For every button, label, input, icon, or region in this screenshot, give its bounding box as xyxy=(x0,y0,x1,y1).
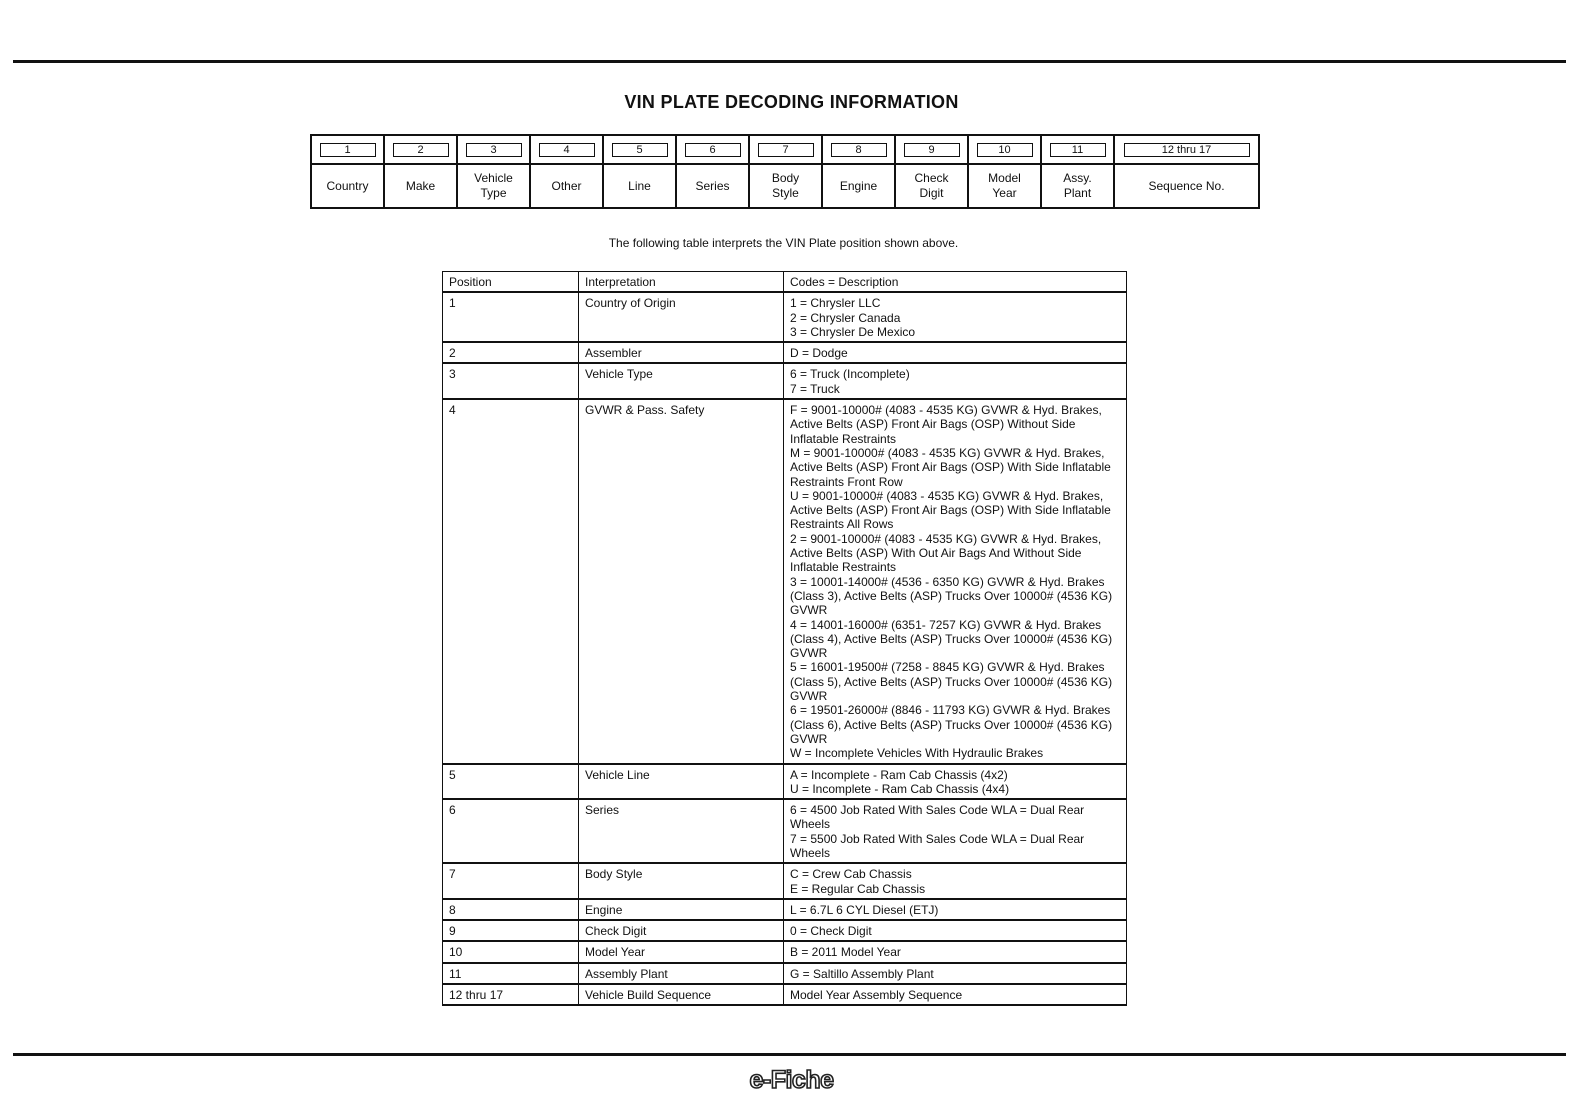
vin-position-label: Body Style xyxy=(749,164,822,208)
vin-position-number: 12 thru 17 xyxy=(1124,143,1250,157)
cell-codes: F = 9001-10000# (4083 - 4535 KG) GVWR & Hyd. Brakes, Active Belts (ASP) Front Air Bags (OSP) Without Side Inflatable Restraints M = 9001-10000# (4083 - 4535 KG) GVWR & Hyd. Brakes, Active Belts (ASP) Front Air Bags (OSP) With Side Inflatable Restraints Front Row U = 9001-10000# (4083 - 4535 KG) GVWR & Hyd. Brakes, Active Belts (ASP) Front Air Bags (OSP) With Side Inflatable Restraints All Rows 2 = 9001-10000# (4083 - 4535 KG) GVWR & Hyd. Brakes, Active Belts (ASP) With Out Air Bags And Without Side Inflatable Restraints 3 = 10001-14000# (4536 - 6350 KG) GVWR & Hyd. Brakes (Class 3), Active Belts (ASP) Trucks Over 10000# (4536 KG) GVWR 4 = 14001-16000# (6351- 7257 KG) GVWR & Hyd. Brakes (Class 4), Active Belts (ASP) Trucks Over 10000# (4536 KG) GVWR 5 = 16001-19500# (7258 - 8845 KG) GVWR & Hyd. Brakes (Class 5), Active Belts (ASP) Trucks Over 10000# (4536 KG) GVWR 6 = 19501-26000# (8846 - 11793 KG) GVWR & Hyd. Brakes (Class 6), Active Belts (ASP) Trucks Over 10000# (4536 KG) GVWR W = Incomplete Vehicles With Hydraulic Brakes xyxy=(784,399,1127,763)
vin-position-header xyxy=(310,134,1260,209)
vin-position-number-cell xyxy=(822,135,895,164)
vin-position-number: 6 xyxy=(685,143,741,157)
vin-position-number: 7 xyxy=(758,143,814,157)
vin-position-label: Other xyxy=(530,164,603,208)
top-rule xyxy=(13,60,1566,63)
table-row xyxy=(443,984,1127,1005)
vin-position-label: Country xyxy=(311,164,384,208)
vin-position-number-cell xyxy=(676,135,749,164)
cell-position: 12 thru 17 xyxy=(443,984,579,1005)
vin-position-label: Assy. Plant xyxy=(1041,164,1114,208)
cell-interpretation: Model Year xyxy=(579,941,784,962)
vin-position-number-cell xyxy=(895,135,968,164)
vin-position-number: 5 xyxy=(612,143,668,157)
vin-label-row xyxy=(311,164,1259,208)
cell-interpretation: Body Style xyxy=(579,863,784,899)
cell-interpretation: Check Digit xyxy=(579,920,784,941)
efiche-logo: e-Fiche xyxy=(749,1066,834,1094)
cell-codes: 0 = Check Digit xyxy=(784,920,1127,941)
cell-interpretation: Vehicle Type xyxy=(579,363,784,399)
vin-position-number-cell xyxy=(530,135,603,164)
cell-codes: C = Crew Cab Chassis E = Regular Cab Chassis xyxy=(784,863,1127,899)
vin-position-number-cell xyxy=(749,135,822,164)
cell-interpretation: Vehicle Build Sequence xyxy=(579,984,784,1005)
cell-position: 10 xyxy=(443,941,579,962)
vin-position-number-cell xyxy=(968,135,1041,164)
vin-number-row xyxy=(311,135,1259,164)
vin-position-number-cell xyxy=(1114,135,1259,164)
cell-interpretation: Assembler xyxy=(579,342,784,363)
vin-position-number-cell xyxy=(311,135,384,164)
cell-codes: D = Dodge xyxy=(784,342,1127,363)
vin-position-label: Make xyxy=(384,164,457,208)
cell-interpretation: Country of Origin xyxy=(579,292,784,342)
table-row xyxy=(443,863,1127,899)
vin-position-label: Series xyxy=(676,164,749,208)
cell-position: 9 xyxy=(443,920,579,941)
vin-position-number: 11 xyxy=(1050,143,1106,157)
cell-interpretation: Vehicle Line xyxy=(579,764,784,800)
table-row xyxy=(443,941,1127,962)
page-title: VIN PLATE DECODING INFORMATION xyxy=(624,92,959,112)
vin-position-number-cell xyxy=(384,135,457,164)
cell-position: 1 xyxy=(443,292,579,342)
cell-position: 11 xyxy=(443,963,579,984)
cell-position: 7 xyxy=(443,863,579,899)
table-row xyxy=(443,342,1127,363)
vin-position-number: 2 xyxy=(393,143,449,157)
vin-position-number: 4 xyxy=(539,143,595,157)
table-row xyxy=(443,764,1127,800)
cell-codes: G = Saltillo Assembly Plant xyxy=(784,963,1127,984)
cell-codes: L = 6.7L 6 CYL Diesel (ETJ) xyxy=(784,899,1127,920)
table-row xyxy=(443,963,1127,984)
vin-position-label: Model Year xyxy=(968,164,1041,208)
cell-codes: 6 = Truck (Incomplete) 7 = Truck xyxy=(784,363,1127,399)
table-row xyxy=(443,292,1127,342)
cell-position: 3 xyxy=(443,363,579,399)
cell-codes: 1 = Chrysler LLC 2 = Chrysler Canada 3 = Chrysler De Mexico xyxy=(784,292,1127,342)
cell-position: 8 xyxy=(443,899,579,920)
table-row xyxy=(443,799,1127,863)
vin-position-number: 8 xyxy=(831,143,887,157)
vin-position-label: Sequence No. xyxy=(1114,164,1259,208)
vin-position-number-cell xyxy=(457,135,530,164)
cell-interpretation: GVWR & Pass. Safety xyxy=(579,399,784,763)
vin-position-number-cell xyxy=(603,135,676,164)
bottom-rule xyxy=(13,1053,1566,1056)
table-row xyxy=(443,363,1127,399)
vin-position-number: 3 xyxy=(466,143,522,157)
header-position: Position xyxy=(443,272,579,293)
cell-interpretation: Assembly Plant xyxy=(579,963,784,984)
vin-position-number-cell xyxy=(1041,135,1114,164)
vin-position-label: Line xyxy=(603,164,676,208)
table-header-row xyxy=(443,272,1127,293)
cell-codes: 6 = 4500 Job Rated With Sales Code WLA = Dual Rear Wheels 7 = 5500 Job Rated With Sales Code WLA = Dual Rear Wheels xyxy=(784,799,1127,863)
cell-interpretation: Series xyxy=(579,799,784,863)
interpretation-table xyxy=(442,271,1127,1006)
cell-position: 5 xyxy=(443,764,579,800)
cell-position: 6 xyxy=(443,799,579,863)
header-codes: Codes = Description xyxy=(784,272,1127,293)
cell-codes: Model Year Assembly Sequence xyxy=(784,984,1127,1005)
vin-position-number: 10 xyxy=(977,143,1033,157)
intro-text: The following table interprets the VIN Plate position shown above. xyxy=(608,236,959,250)
vin-position-label: Vehicle Type xyxy=(457,164,530,208)
vin-position-number: 1 xyxy=(320,143,376,157)
cell-codes: B = 2011 Model Year xyxy=(784,941,1127,962)
cell-position: 2 xyxy=(443,342,579,363)
cell-codes: A = Incomplete - Ram Cab Chassis (4x2) U = Incomplete - Ram Cab Chassis (4x4) xyxy=(784,764,1127,800)
cell-position: 4 xyxy=(443,399,579,763)
cell-interpretation: Engine xyxy=(579,899,784,920)
vin-position-label: Engine xyxy=(822,164,895,208)
vin-position-number: 9 xyxy=(904,143,960,157)
vin-position-label: Check Digit xyxy=(895,164,968,208)
table-row xyxy=(443,920,1127,941)
table-row xyxy=(443,899,1127,920)
header-interpretation: Interpretation xyxy=(579,272,784,293)
table-row xyxy=(443,399,1127,763)
